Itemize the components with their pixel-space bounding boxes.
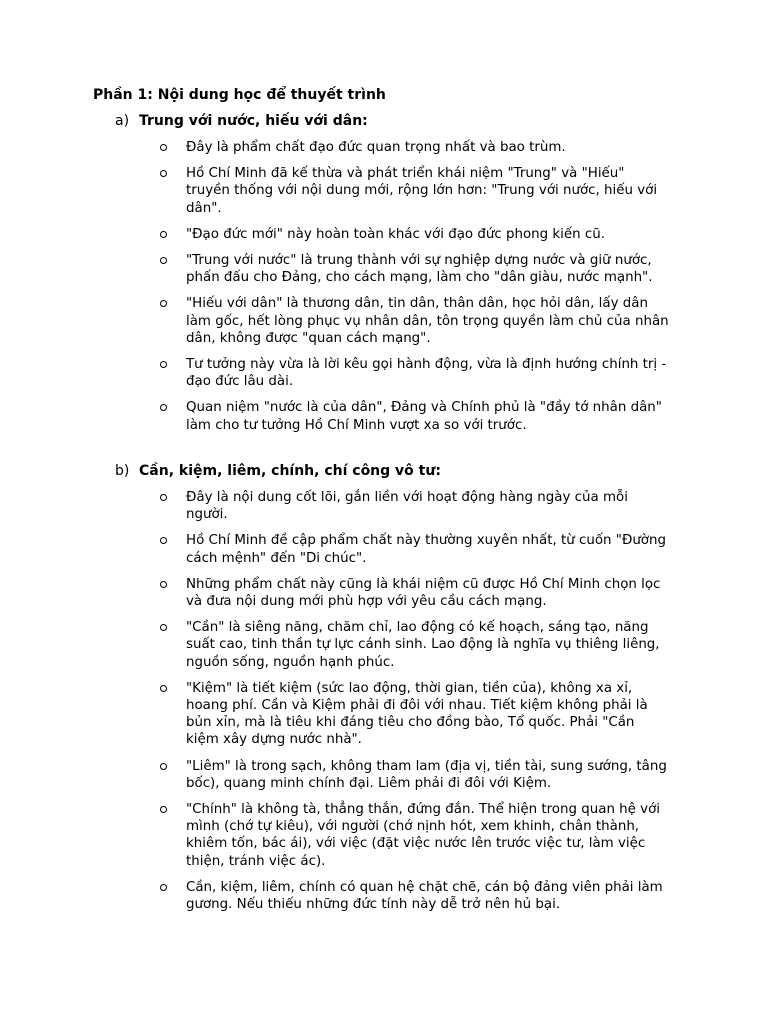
list-item <box>0 576 768 610</box>
list-item <box>0 758 768 792</box>
circle-bullet-icon <box>160 300 167 307</box>
circle-bullet-icon <box>160 231 167 238</box>
document-heading: Phần 1: Nội dung học để thuyết trình <box>93 87 386 103</box>
section-b <box>0 461 768 922</box>
bullet-list <box>0 139 768 434</box>
circle-bullet-icon <box>160 144 167 151</box>
section-letter: b) <box>115 463 130 479</box>
bullet-list <box>0 489 768 913</box>
circle-bullet-icon <box>160 884 167 891</box>
list-item-text: "Cần" là siêng năng, chăm chỉ, lao động có kế hoạch, sáng tạo, năng suất cao, tinh thần tự lực cánh sinh. Lao động là nghĩa vụ thiêng liêng, nguồn sống, nguồn hạnh phúc. <box>186 620 660 670</box>
section-title: Cần, kiệm, liêm, chính, chí công vô tư: <box>139 463 441 479</box>
list-item-text: "Liêm" là trong sạch, không tham lam (địa vị, tiền tài, sung sướng, tâng bốc), quang minh chính đại. Liêm phải đi đôi với Kiệm. <box>186 758 667 791</box>
list-item-text: Những phẩm chất này cũng là khái niệm cũ được Hồ Chí Minh chọn lọc và đưa nội dung mới phù hợp với yêu cầu cách mạng. <box>186 576 661 610</box>
list-item <box>0 399 768 433</box>
list-item-text: Đây là phẩm chất đạo đức quan trọng nhất và bao trùm. <box>186 140 566 155</box>
section-header <box>0 111 768 131</box>
list-item-text: "Trung với nước" là trung thành với sự nghiệp dựng nước và giữ nước, phấn đấu cho Đảng, cho cách mạng, làm cho "dân giàu, nước mạnh". <box>186 253 653 286</box>
list-item <box>0 295 768 347</box>
list-item-text: Quan niệm "nước là của dân", Đảng và Chính phủ là "đầy tớ nhân dân" làm cho tư tưởng Hồ Chí Minh vượt xa so với trước. <box>186 400 662 433</box>
list-item-text: "Kiệm" là tiết kiệm (sức lao động, thời gian, tiền của), không xa xỉ, hoang phí. Cần và Kiệm phải đi đôi với nhau. Tiết kiệm không phải là bủn xỉn, mà là tiêu khi đáng tiêu cho đồng bào, Tổ quốc. Phải "Cần kiệm xây dựng nước nhà". <box>186 680 648 748</box>
list-item <box>0 879 768 913</box>
circle-bullet-icon <box>160 257 167 264</box>
list-item-text: "Hiếu với dân" là thương dân, tin dân, thân dân, học hỏi dân, lấy dân làm gốc, hết lòng phục vụ nhân dân, tôn trọng quyền làm chủ của nhân dân, không được "quan cách mạng". <box>186 296 669 346</box>
list-item-text: Tư tưởng này vừa là lời kêu gọi hành động, vừa là định hướng chính trị - đạo đức lâu dài. <box>186 357 667 390</box>
list-item <box>0 165 768 217</box>
list-item-text: Hồ Chí Minh đã kế thừa và phát triển khái niệm "Trung" và "Hiếu" truyền thống với nội dung mới, rộng lớn hơn: "Trung với nước, hiếu với dân". <box>186 166 658 216</box>
circle-bullet-icon <box>160 404 167 411</box>
list-item-text: "Chính" là không tà, thẳng thắn, đứng đắn. Thể hiện trong quan hệ với mình (chớ tự kiêu), với người (chớ nịnh hót, xem khinh, chân thành, khiêm tốn, bác ái), với việc (đặt việc nước lên trước việc tư, làm việc thiện, tránh việc ác). <box>186 802 661 869</box>
section-a <box>0 111 768 443</box>
list-item <box>0 489 768 523</box>
circle-bullet-icon <box>160 685 167 692</box>
section-header <box>0 461 768 481</box>
list-item <box>0 532 768 566</box>
section-title: Trung với nước, hiếu với dân: <box>139 113 368 129</box>
list-item-text: "Đạo đức mới" này hoàn toàn khác với đạo đức phong kiến cũ. <box>186 226 605 242</box>
list-item <box>0 680 768 749</box>
list-item-text: Cần, kiệm, liêm, chính có quan hệ chặt chẽ, cán bộ đảng viên phải làm gương. Nếu thiếu những đức tính này dễ trở nên hủ bại. <box>186 879 663 913</box>
circle-bullet-icon <box>160 806 167 813</box>
list-item <box>0 139 768 156</box>
circle-bullet-icon <box>160 537 167 544</box>
list-item-text: Đây là nội dung cốt lõi, gắn liền với hoạt động hàng ngày của mỗi người. <box>186 490 628 523</box>
list-item-text: Hồ Chí Minh đề cập phẩm chất này thường xuyên nhất, từ cuốn "Đường cách mệnh" đến "Di chúc". <box>186 533 666 566</box>
circle-bullet-icon <box>160 170 167 177</box>
circle-bullet-icon <box>160 624 167 631</box>
list-item <box>0 801 768 870</box>
list-item <box>0 252 768 286</box>
list-item <box>0 619 768 671</box>
list-item <box>0 356 768 390</box>
circle-bullet-icon <box>160 763 167 770</box>
section-letter: a) <box>115 113 130 129</box>
list-item <box>0 226 768 243</box>
circle-bullet-icon <box>160 581 167 588</box>
circle-bullet-icon <box>160 361 167 368</box>
circle-bullet-icon <box>160 494 167 501</box>
